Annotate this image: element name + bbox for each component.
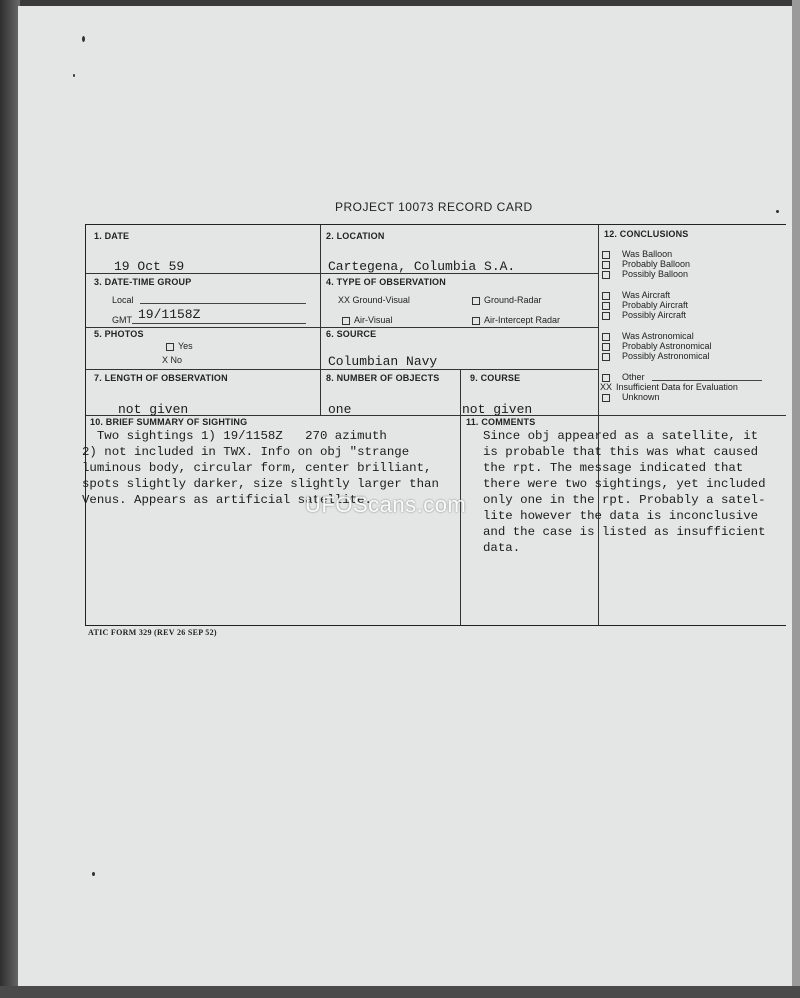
probably-aircraft-checkbox: [602, 302, 610, 310]
ground-visual-option: [338, 295, 410, 305]
length-of-observation-label: 7. LENGTH OF OBSERVATION: [94, 373, 228, 383]
probably-balloon-checkbox: [602, 261, 610, 269]
conclusion-insufficient-data: [600, 382, 738, 392]
conclusion-probably-balloon: [602, 259, 690, 269]
probably-astronomical-label: Probably Astronomical: [622, 341, 712, 351]
scan-speck: [776, 210, 779, 213]
possibly-balloon-checkbox: [602, 271, 610, 279]
scan-speck: [92, 872, 95, 876]
gmt-value: 19/1158Z: [138, 307, 201, 322]
source-label: 6. SOURCE: [326, 329, 377, 339]
conclusion-probably-astronomical: [602, 341, 712, 351]
was-balloon-checkbox: [602, 251, 610, 259]
unknown-checkbox: [602, 394, 610, 402]
conclusion-probably-aircraft: [602, 300, 688, 310]
form-number-footer: ATIC FORM 329 (REV 26 SEP 52): [88, 628, 217, 637]
conclusion-possibly-aircraft: [602, 310, 686, 320]
comments-line: lite however the data is inconclusive: [483, 509, 759, 523]
possibly-aircraft-checkbox: [602, 312, 610, 320]
ground-radar-option: [472, 295, 542, 305]
length-of-observation-value: not given: [118, 402, 189, 417]
conclusion-possibly-balloon: [602, 269, 688, 279]
other-checkbox: [602, 374, 610, 382]
air-intercept-radar-option: [472, 315, 560, 325]
was-astronomical-checkbox: [602, 333, 610, 341]
number-of-objects-value: one: [328, 402, 352, 417]
brief-summary-label: 10. BRIEF SUMMARY OF SIGHTING: [90, 417, 248, 427]
other-line: [652, 380, 762, 381]
comments-text: [483, 428, 766, 556]
was-aircraft-label: Was Aircraft: [622, 290, 671, 300]
possibly-balloon-label: Possibly Balloon: [622, 269, 689, 279]
comments-line: Since obj appeared as a satellite, it: [483, 429, 759, 443]
conclusion-was-astronomical: [602, 331, 694, 341]
course-value: not given: [462, 402, 533, 417]
course-label: 9. COURSE: [470, 373, 521, 383]
brief-summary-line: Two sightings 1) 19/1158Z 270 azimuth: [82, 429, 387, 443]
scan-bottom-edge: [0, 986, 800, 998]
brief-summary-line: Venus. Appears as artificial satellite.: [82, 493, 372, 507]
rule-row-2: [86, 327, 598, 328]
brief-summary-line: 2) not included in TWX. Info on obj "strange: [82, 445, 410, 459]
type-of-observation-label: 4. TYPE OF OBSERVATION: [326, 277, 446, 287]
source-value: Columbian Navy: [328, 354, 438, 369]
air-visual-label: Air-Visual: [354, 315, 393, 325]
location-label: 2. LOCATION: [326, 231, 385, 241]
date-value: 19 Oct 59: [114, 259, 185, 274]
date-label: 1. DATE: [94, 231, 130, 241]
date-time-group-label: 3. DATE-TIME GROUP: [94, 277, 192, 287]
was-astronomical-label: Was Astronomical: [622, 331, 694, 341]
photos-yes-option: [166, 341, 193, 351]
air-intercept-radar-checkbox: [472, 317, 480, 325]
insufficient-label: Insufficient Data for Evaluation: [616, 382, 738, 392]
probably-astronomical-checkbox: [602, 343, 610, 351]
comments-label: 11. COMMENTS: [466, 417, 536, 427]
insufficient-mark: XX: [600, 382, 613, 392]
brief-summary-line: spots slightly darker, size slightly larger than: [82, 477, 439, 491]
possibly-aircraft-label: Possibly Aircraft: [622, 310, 687, 320]
gmt-line: [132, 323, 306, 324]
comments-line: there were two sightings, yet included: [483, 477, 766, 491]
unknown-label: Unknown: [622, 392, 660, 402]
card-title: PROJECT 10073 RECORD CARD: [335, 200, 533, 214]
conclusion-unknown: [602, 392, 660, 402]
rule-col-conclusions: [598, 225, 599, 625]
photos-label: 5. PHOTOS: [94, 329, 144, 339]
photos-no-option: [162, 355, 182, 365]
possibly-astronomical-checkbox: [602, 353, 610, 361]
air-visual-option: [342, 315, 392, 325]
other-label: Other: [622, 372, 645, 382]
rule-row-3: [86, 369, 598, 370]
local-label: Local: [112, 295, 134, 305]
ground-radar-label: Ground-Radar: [484, 295, 542, 305]
air-visual-checkbox: [342, 317, 350, 325]
photos-no-mark: X: [162, 355, 169, 365]
conclusion-other: [602, 372, 645, 382]
was-balloon-label: Was Balloon: [622, 249, 673, 259]
comments-line: only one in the rpt. Probably a satel-: [483, 493, 766, 507]
ground-visual-label: Ground-Visual: [352, 295, 410, 305]
conclusions-label: 12. CONCLUSIONS: [604, 229, 689, 239]
scan-speck: [82, 36, 85, 42]
probably-balloon-label: Probably Balloon: [622, 259, 691, 269]
air-intercept-radar-label: Air-Intercept Radar: [484, 315, 561, 325]
possibly-astronomical-label: Possibly Astronomical: [622, 351, 710, 361]
conclusion-was-balloon: [602, 249, 672, 259]
scan-left-edge: [0, 0, 20, 998]
location-value: Cartegena, Columbia S.A.: [328, 259, 516, 274]
comments-line: is probable that this was what caused: [483, 445, 759, 459]
photos-yes-label: Yes: [178, 341, 193, 351]
scan-right-edge: [792, 0, 800, 998]
rule-col-center: [320, 225, 321, 415]
local-line: [140, 303, 306, 304]
photos-no-label: No: [170, 355, 183, 365]
watermark: UFOScans.com: [305, 492, 467, 517]
probably-aircraft-label: Probably Aircraft: [622, 300, 689, 310]
scan-speck: [73, 74, 75, 77]
ground-visual-mark: XX: [338, 295, 351, 305]
was-aircraft-checkbox: [602, 292, 610, 300]
record-card-form: [82, 224, 786, 626]
number-of-objects-label: 8. NUMBER OF OBJECTS: [326, 373, 440, 383]
photos-yes-checkbox: [166, 343, 174, 351]
rule-row-4: [86, 415, 786, 416]
comments-line: the rpt. The message indicated that: [483, 461, 744, 475]
conclusion-possibly-astronomical: [602, 351, 710, 361]
conclusion-was-aircraft: [602, 290, 670, 300]
brief-summary-line: luminous body, circular form, center brilliant,: [82, 461, 432, 475]
comments-line: and the case is listed as insufficient: [483, 525, 766, 539]
gmt-label: GMT: [112, 315, 132, 325]
comments-line: data.: [483, 541, 521, 555]
ground-radar-checkbox: [472, 297, 480, 305]
